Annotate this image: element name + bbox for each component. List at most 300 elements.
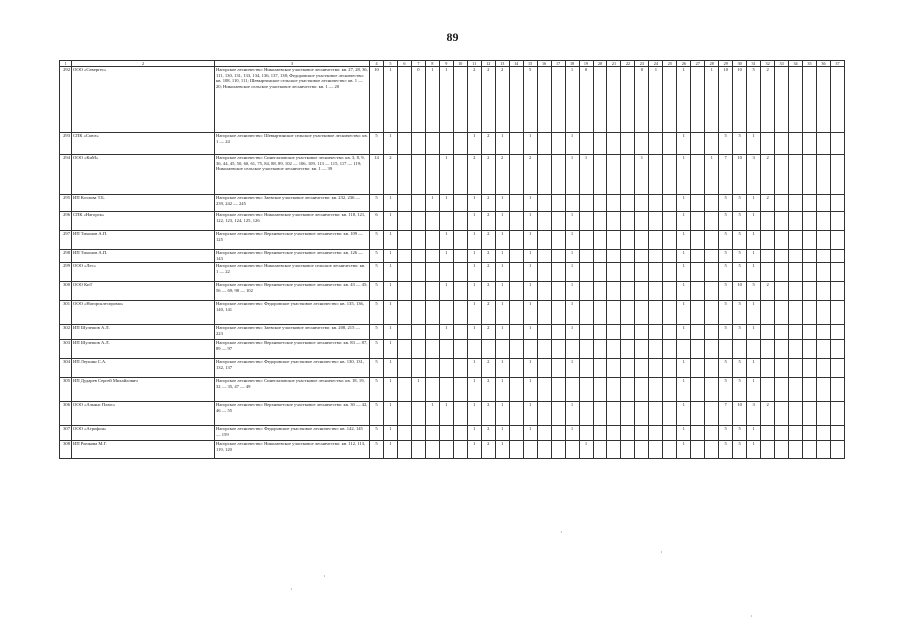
header-cell: 23: [635, 61, 649, 67]
value-cell: 5: [719, 195, 733, 212]
value-cell: [593, 282, 607, 301]
value-cell: [453, 155, 467, 195]
value-cell: [537, 441, 551, 459]
value-cell: [439, 263, 453, 282]
value-cell: [453, 378, 467, 402]
value-cell: [635, 426, 649, 441]
table-row: [60, 282, 845, 301]
value-cell: [691, 250, 705, 263]
value-cell: [635, 359, 649, 378]
value-cell: 2: [761, 67, 775, 133]
value-cell: [663, 378, 677, 402]
row-number: 299: [60, 263, 72, 282]
value-cell: [803, 133, 817, 155]
organization-name: ИП Леушин С.А.: [72, 359, 215, 378]
value-cell: [509, 301, 523, 325]
value-cell: [761, 325, 775, 340]
value-cell: [439, 378, 453, 402]
value-cell: 1: [495, 441, 509, 459]
value-cell: [593, 67, 607, 133]
value-cell: [509, 212, 523, 231]
value-cell: [705, 441, 719, 459]
value-cell: [579, 195, 593, 212]
value-cell: 1: [467, 231, 481, 250]
value-cell: [579, 402, 593, 426]
value-cell: [830, 301, 844, 325]
value-cell: 5: [370, 263, 384, 282]
value-cell: [691, 231, 705, 250]
header-cell: 31: [747, 61, 761, 67]
value-cell: [537, 250, 551, 263]
value-cell: 1: [523, 426, 537, 441]
value-cell: [817, 263, 831, 282]
value-cell: 1: [523, 231, 537, 250]
value-cell: 5: [733, 195, 747, 212]
value-cell: [691, 301, 705, 325]
value-cell: [761, 340, 775, 359]
value-cell: [663, 250, 677, 263]
value-cell: [621, 195, 635, 212]
value-cell: [607, 263, 621, 282]
row-number: 305: [60, 378, 72, 402]
value-cell: [593, 359, 607, 378]
value-cell: [663, 195, 677, 212]
row-number: 308: [60, 441, 72, 459]
value-cell: [775, 133, 789, 155]
value-cell: 2: [481, 212, 495, 231]
value-cell: 2: [467, 155, 481, 195]
value-cell: 1: [677, 359, 691, 378]
value-cell: 1: [747, 441, 761, 459]
value-cell: [397, 282, 411, 301]
value-cell: [551, 340, 565, 359]
value-cell: [579, 231, 593, 250]
value-cell: 1: [579, 155, 593, 195]
value-cell: [453, 282, 467, 301]
value-cell: [663, 231, 677, 250]
value-cell: [425, 263, 439, 282]
value-cell: 1: [383, 133, 397, 155]
value-cell: 5: [733, 231, 747, 250]
header-cell: 29: [719, 61, 733, 67]
forestry-description: Нагорское лесничество: Верхнекетское участковое лесничество: кв. 126 — 143: [215, 250, 370, 263]
value-cell: [453, 195, 467, 212]
value-cell: 1: [649, 67, 663, 133]
value-cell: [397, 231, 411, 250]
value-cell: [411, 263, 425, 282]
value-cell: 5: [719, 263, 733, 282]
value-cell: [830, 67, 844, 133]
value-cell: [789, 231, 803, 250]
value-cell: [635, 250, 649, 263]
value-cell: [397, 378, 411, 402]
value-cell: [537, 340, 551, 359]
value-cell: [803, 340, 817, 359]
value-cell: [397, 263, 411, 282]
value-cell: 1: [523, 195, 537, 212]
value-cell: [705, 402, 719, 426]
value-cell: 1: [565, 402, 579, 426]
value-cell: [817, 67, 831, 133]
value-cell: [663, 263, 677, 282]
row-number: 295: [60, 195, 72, 212]
value-cell: [635, 195, 649, 212]
value-cell: [537, 426, 551, 441]
value-cell: [789, 402, 803, 426]
value-cell: [691, 195, 705, 212]
value-cell: [761, 250, 775, 263]
value-cell: [817, 325, 831, 340]
value-cell: 1: [383, 301, 397, 325]
value-cell: 5: [733, 133, 747, 155]
value-cell: [439, 359, 453, 378]
header-cell: 24: [649, 61, 663, 67]
value-cell: [635, 282, 649, 301]
value-cell: 1: [383, 195, 397, 212]
value-cell: [817, 212, 831, 231]
value-cell: 1: [747, 263, 761, 282]
value-cell: [621, 250, 635, 263]
forestry-description: Нагорское лесничество: Николаевское участковое сельское лесничество: кв. 1 — 22: [215, 263, 370, 282]
value-cell: [551, 155, 565, 195]
value-cell: 1: [565, 155, 579, 195]
header-cell: 12: [481, 61, 495, 67]
value-cell: 1: [523, 282, 537, 301]
value-cell: [803, 441, 817, 459]
value-cell: [453, 340, 467, 359]
value-cell: 5: [370, 378, 384, 402]
value-cell: 2: [481, 231, 495, 250]
value-cell: [453, 67, 467, 133]
table-row: [60, 402, 845, 426]
value-cell: 1: [383, 250, 397, 263]
value-cell: [397, 402, 411, 426]
value-cell: 1: [747, 325, 761, 340]
organization-name: ООО «Севергес»: [72, 67, 215, 133]
header-cell: 33: [775, 61, 789, 67]
forestry-description: Нагорское лесничество: Николаевское участковое лесничество: кв. 27, 28, 36, 111, 130, 131, 133, 134, 136, 137, 138; Федоровское участковое лесничество: кв. 108, 110, 111; Шевыртинское сельское участковое лесничество: кв. 1 — 20; Николаевское сельское участковое лесничество: кв. 1 — 20: [215, 67, 370, 133]
value-cell: [830, 195, 844, 212]
value-cell: 1: [565, 325, 579, 340]
value-cell: 1: [523, 325, 537, 340]
value-cell: 5: [523, 67, 537, 133]
value-cell: [453, 133, 467, 155]
header-cell: 28: [705, 61, 719, 67]
value-cell: [621, 340, 635, 359]
value-cell: 1: [677, 441, 691, 459]
value-cell: [789, 282, 803, 301]
header-cell: 1: [60, 61, 72, 67]
value-cell: [593, 441, 607, 459]
value-cell: [803, 212, 817, 231]
value-cell: [537, 378, 551, 402]
value-cell: [663, 402, 677, 426]
value-cell: [775, 250, 789, 263]
value-cell: [453, 359, 467, 378]
register-table: [59, 60, 845, 459]
header-cell: 37: [830, 61, 844, 67]
value-cell: [705, 301, 719, 325]
value-cell: 5: [719, 231, 733, 250]
value-cell: 2: [495, 155, 509, 195]
value-cell: [593, 155, 607, 195]
value-cell: [789, 133, 803, 155]
value-cell: 1: [565, 359, 579, 378]
value-cell: [761, 359, 775, 378]
value-cell: 1: [523, 212, 537, 231]
value-cell: [411, 155, 425, 195]
header-cell: 20: [593, 61, 607, 67]
value-cell: [593, 402, 607, 426]
value-cell: 7: [719, 402, 733, 426]
header-cell: 3: [215, 61, 370, 67]
value-cell: [425, 133, 439, 155]
value-cell: [691, 378, 705, 402]
value-cell: [579, 250, 593, 263]
value-cell: [425, 378, 439, 402]
value-cell: [803, 402, 817, 426]
forestry-description: Нагорское лесничество: Верхнекетское участковое лесничество: кв. 109 — 125: [215, 231, 370, 250]
value-cell: [439, 426, 453, 441]
organization-name: ИП Рычкова М.Г.: [72, 441, 215, 459]
value-cell: [537, 282, 551, 301]
value-cell: [691, 426, 705, 441]
value-cell: 1: [383, 426, 397, 441]
value-cell: [830, 282, 844, 301]
header-cell: 11: [467, 61, 481, 67]
value-cell: [761, 441, 775, 459]
value-cell: [803, 282, 817, 301]
value-cell: [551, 359, 565, 378]
value-cell: 1: [467, 378, 481, 402]
value-cell: [551, 231, 565, 250]
value-cell: 10: [370, 67, 384, 133]
value-cell: [411, 402, 425, 426]
row-number: 294: [60, 155, 72, 195]
value-cell: [509, 133, 523, 155]
value-cell: [411, 340, 425, 359]
value-cell: [789, 195, 803, 212]
value-cell: [775, 340, 789, 359]
forestry-description: Нагорское лесничество: Верхнекетское участковое лесничество: кв. 30 — 42, 46 — 55: [215, 402, 370, 426]
value-cell: [691, 133, 705, 155]
value-cell: [593, 426, 607, 441]
value-cell: [775, 325, 789, 340]
value-cell: 1: [747, 195, 761, 212]
value-cell: 0: [411, 67, 425, 133]
value-cell: [411, 426, 425, 441]
value-cell: [411, 441, 425, 459]
value-cell: [621, 155, 635, 195]
value-cell: [663, 282, 677, 301]
value-cell: [817, 378, 831, 402]
value-cell: 5: [370, 325, 384, 340]
row-number: 306: [60, 402, 72, 426]
value-cell: 2: [523, 155, 537, 195]
value-cell: [789, 301, 803, 325]
value-cell: 2: [481, 301, 495, 325]
value-cell: 1: [565, 250, 579, 263]
value-cell: 2: [481, 426, 495, 441]
value-cell: 5: [370, 441, 384, 459]
value-cell: 5: [370, 426, 384, 441]
organization-name: ИП Шулешов А.Л.: [72, 340, 215, 359]
value-cell: [830, 231, 844, 250]
value-cell: [635, 212, 649, 231]
value-cell: [551, 325, 565, 340]
table-row: [60, 133, 845, 155]
row-number: 300: [60, 282, 72, 301]
value-cell: [705, 133, 719, 155]
value-cell: [705, 212, 719, 231]
value-cell: 1: [467, 402, 481, 426]
value-cell: [635, 378, 649, 402]
value-cell: [509, 195, 523, 212]
value-cell: 1: [467, 325, 481, 340]
value-cell: [607, 426, 621, 441]
scan-speck: ·: [560, 528, 563, 537]
value-cell: 5: [370, 301, 384, 325]
value-cell: [789, 378, 803, 402]
value-cell: [789, 263, 803, 282]
header-cell: 14: [509, 61, 523, 67]
value-cell: [509, 426, 523, 441]
value-cell: [789, 67, 803, 133]
value-cell: 1: [705, 67, 719, 133]
value-cell: [761, 212, 775, 231]
value-cell: [411, 133, 425, 155]
value-cell: 2: [761, 195, 775, 212]
value-cell: [817, 231, 831, 250]
value-cell: [579, 301, 593, 325]
value-cell: [593, 378, 607, 402]
value-cell: [537, 231, 551, 250]
header-cell: 35: [803, 61, 817, 67]
value-cell: [579, 282, 593, 301]
forestry-description: Нагорское лесничество: Синеглазовское участковое лесничество: кв. 18, 19, 32 — 35, 47 — 49: [215, 378, 370, 402]
value-cell: 1: [383, 282, 397, 301]
value-cell: [649, 402, 663, 426]
value-cell: [537, 325, 551, 340]
forestry-description: Нагорское лесничество: Федоровское участковое лесничество: кв. 135, 136, 140, 141: [215, 301, 370, 325]
value-cell: 2: [481, 133, 495, 155]
value-cell: 10: [733, 155, 747, 195]
value-cell: [817, 340, 831, 359]
value-cell: 5: [370, 282, 384, 301]
value-cell: 1: [383, 359, 397, 378]
value-cell: 1: [439, 325, 453, 340]
organization-name: СПК «Союз»: [72, 133, 215, 155]
value-cell: [719, 340, 733, 359]
value-cell: [411, 212, 425, 231]
header-cell: 19: [579, 61, 593, 67]
value-cell: [593, 325, 607, 340]
table-row: [60, 195, 845, 212]
organization-name: ИП Дударев Сергей Михайлович: [72, 378, 215, 402]
value-cell: [551, 195, 565, 212]
value-cell: [621, 133, 635, 155]
value-cell: [635, 133, 649, 155]
value-cell: [551, 282, 565, 301]
value-cell: [649, 340, 663, 359]
value-cell: 1: [425, 402, 439, 426]
value-cell: [593, 340, 607, 359]
value-cell: [607, 340, 621, 359]
value-cell: [803, 325, 817, 340]
value-cell: [775, 212, 789, 231]
value-cell: [397, 250, 411, 263]
value-cell: [607, 402, 621, 426]
value-cell: 1: [495, 378, 509, 402]
table-row: [60, 325, 845, 340]
value-cell: [593, 212, 607, 231]
value-cell: 1: [677, 325, 691, 340]
value-cell: [691, 263, 705, 282]
value-cell: [635, 325, 649, 340]
value-cell: 1: [495, 359, 509, 378]
value-cell: [691, 359, 705, 378]
value-cell: [705, 340, 719, 359]
value-cell: 2: [761, 282, 775, 301]
value-cell: [397, 301, 411, 325]
row-number: 304: [60, 359, 72, 378]
value-cell: [789, 250, 803, 263]
value-cell: [411, 325, 425, 340]
value-cell: [551, 263, 565, 282]
value-cell: 2: [761, 402, 775, 426]
organization-name: ООО КиТ: [72, 282, 215, 301]
value-cell: [593, 133, 607, 155]
row-number: 296: [60, 212, 72, 231]
value-cell: 1: [425, 67, 439, 133]
value-cell: 1: [523, 263, 537, 282]
table-row: [60, 155, 845, 195]
value-cell: [705, 282, 719, 301]
scan-speck: ·: [660, 548, 663, 557]
value-cell: 1: [383, 325, 397, 340]
value-cell: [733, 340, 747, 359]
value-cell: 1: [523, 402, 537, 426]
value-cell: 1: [383, 441, 397, 459]
value-cell: 1: [467, 359, 481, 378]
value-cell: 1: [747, 212, 761, 231]
value-cell: [635, 402, 649, 426]
value-cell: [425, 359, 439, 378]
value-cell: 5: [370, 250, 384, 263]
value-cell: 5: [719, 441, 733, 459]
forestry-description: Нагорское лесничество: Николаевское участковое лесничество: кв. 112, 113, 119, 120: [215, 441, 370, 459]
value-cell: 5: [719, 426, 733, 441]
value-cell: 1: [383, 67, 397, 133]
row-number: 303: [60, 340, 72, 359]
header-cell: 17: [551, 61, 565, 67]
organization-name: ИП Тихонов А.П.: [72, 250, 215, 263]
value-cell: [775, 231, 789, 250]
value-cell: [439, 441, 453, 459]
value-cell: [621, 212, 635, 231]
value-cell: 5: [747, 67, 761, 133]
value-cell: [649, 231, 663, 250]
value-cell: 1: [467, 426, 481, 441]
value-cell: [761, 426, 775, 441]
header-cell: 4: [370, 61, 384, 67]
value-cell: [789, 426, 803, 441]
value-cell: 5: [733, 378, 747, 402]
table-row: [60, 340, 845, 359]
value-cell: [621, 67, 635, 133]
value-cell: 3: [747, 155, 761, 195]
value-cell: 5: [733, 441, 747, 459]
